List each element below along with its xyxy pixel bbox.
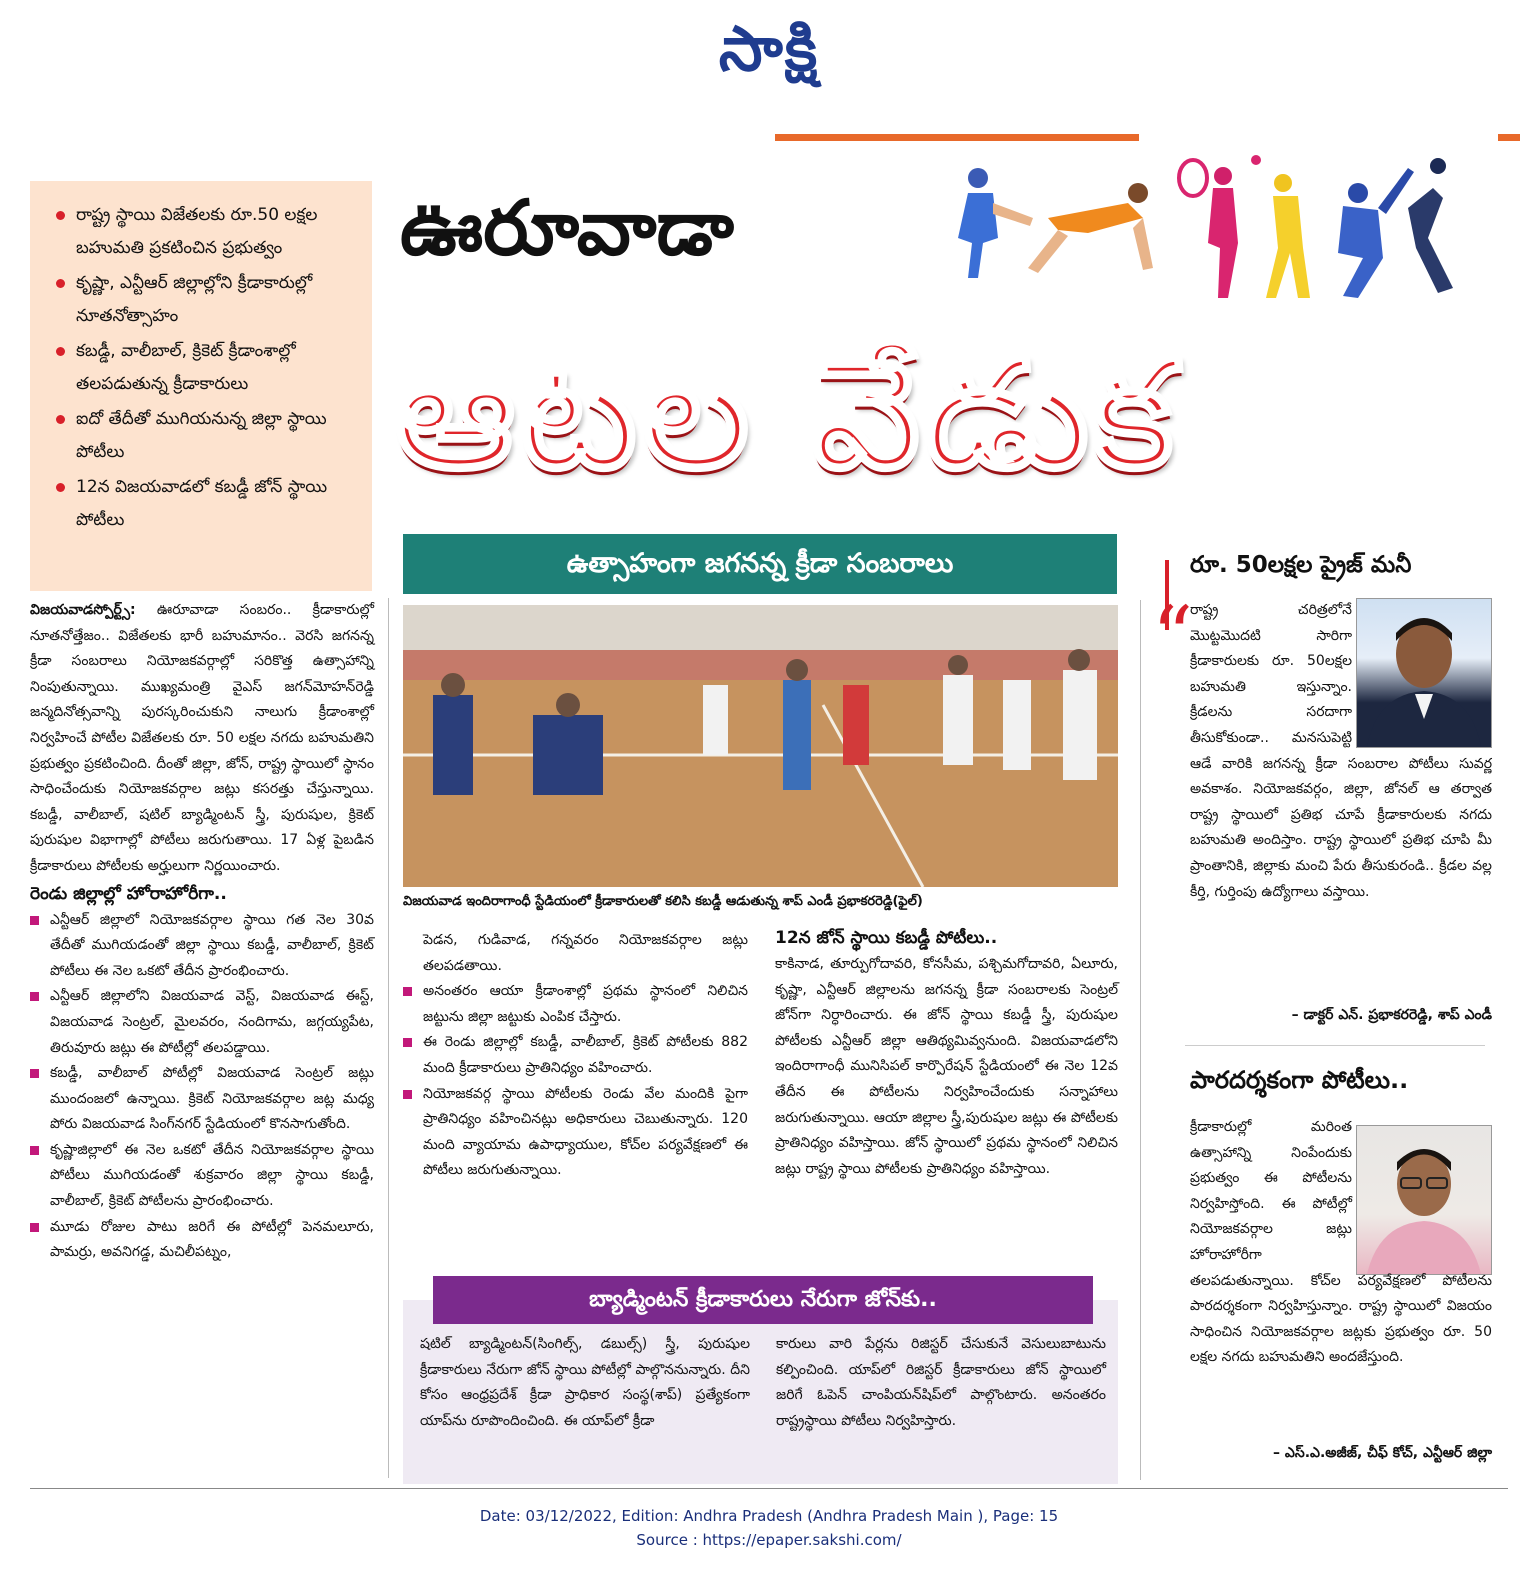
- footer-source-line: Source : https://epaper.sakshi.com/: [636, 1531, 902, 1549]
- footer-rule: [30, 1488, 1508, 1489]
- column-divider: [388, 598, 389, 1478]
- quote-body: రాష్ట్ర చరిత్రలోనే మొట్టమొదటి సారిగా క్రీడాకారులకు రూ. 50లక్షల బహుమతి ఇస్తున్నాం. క్రీడలను సరదాగా తీసుకోకుండా.. మనసుపెట్టి ఆడే వారికి జగనన్న క్రీడా సంబరాల పోటీలు సువర్ణ అవకాశం. నియోజకవర్గం, జిల్లా, జోనల్‌ ఆ తర్వాత రాష్ట్ర స్థాయిలో ప్రతిభ చూపే క్రీడాకారులకు నగదు బహుమతి అందిస్తాం. రాష్ట్ర స్థాయిలో ప్రతిభ చూపి మీ ప్రాంతానికి, జిల్లాకు మంచి పేరు తీసుకురండి.. క్రీడల వల్ల కీర్తి, గుర్తింపు ఉద్యోగాలు వస్తాయి.: [1190, 602, 1492, 900]
- column-divider: [1140, 600, 1141, 1480]
- tennis-player-silhouette: [1179, 155, 1261, 298]
- portrait-float-spacer: [1352, 598, 1492, 750]
- kabaddi-player-silhouette: [958, 168, 1033, 278]
- highlight-item: 12న విజయవాడలో కబడ్డీ జోన్‌ స్థాయి పోటీలు: [56, 471, 358, 537]
- bullet-item: ఈ రెండు జిల్లాల్లో కబడ్డీ, వాలీబాల్‌, క్రికెట్‌ పోటీలకు 882 మంది క్రీడాకారులు ప్రాతినిధ్యం వహించారు.: [403, 1030, 748, 1081]
- top-accent-rule: [775, 134, 1139, 141]
- subhead-two-districts: రెండు జిల్లాల్లో హోరాహోరీగా..: [30, 883, 227, 904]
- highlights-list: [56, 199, 358, 537]
- quote-mark-icon: “: [1152, 589, 1193, 682]
- zone-paragraph: కాకినాడ, తూర్పుగోదావరి, కోనసీమ, పశ్చిమగోదావరి, ఏలూరు, కృష్ణా, ఎన్టీఆర్‌ జిల్లాలను జగనన్న క్రీడా సంబరాలకు సెంట్రల్‌ జోన్‌గా నిర్ధారించారు. ఈ జోన్‌ స్థాయి కబడ్డీ స్త్రీ, పురుషుల పోటీలకు ఎన్టీఆర్‌ జిల్లా ఆతిథ్యమివ్వనుంది. విజయవాడలోని ఇందిరాగాంధీ మునిసిపల్‌ కార్పొరేషన్‌ స్టేడియంలో ఈ నెల 12వ తేదీన ఈ పోటీలను నిర్వహించేందుకు సన్నాహాలు జరుగుతున్నాయి. ఆయా జిల్లాల స్త్రీ,పురుషుల జట్లు ఈ పోటీలకు ప్రాతినిధ్యం వహిస్తాయి. జోన్‌ స్థాయిలో ప్రథమ స్థానంలో నిలిచిన జట్లు రాష్ట్ర స్థాయి పోటీలకు ప్రాతినిధ్యం వహిస్తాయి.: [775, 956, 1118, 1177]
- left-bullet-list: [30, 908, 374, 1266]
- top-accent-rule-short: [1498, 134, 1520, 141]
- raider-silhouette: [1028, 183, 1153, 273]
- side-divider: [1185, 1045, 1485, 1046]
- badminton-column-2: కారులు వారి పేర్లను రిజిస్టర్‌ చేసుకునే వెసులుబాటును కల్పించింది. యాప్‌లో రిజిస్టర్‌ క్రీడాకారులు జోన్‌ స్థాయిలో జరిగే ఓపెన్‌ చాంపియన్‌షిప్‌లో పాల్గొంటారు. అనంతరం రాష్ట్రస్థాయి పోటీలు నిర్వహిస్తారు.: [776, 1336, 1106, 1429]
- masthead-logo: సాక్షి: [718, 12, 820, 85]
- side2-quote-text: [1190, 1115, 1492, 1371]
- volleyball-player-silhouette: [1408, 158, 1453, 293]
- kabaddi-match-photo: [403, 605, 1118, 887]
- kicker-title: ఊరూవాడా: [400, 183, 734, 272]
- highlight-item: ఐదో తేదీతో ముగియనున్న జిల్లా స్థాయి పోటీలు: [56, 403, 358, 469]
- footer-edition-line: Date: 03/12/2022, Edition: Andhra Pradesh (Andhra Pradesh Main ), Page: 15: [479, 1507, 1059, 1525]
- cricket-batsman-silhouette: [1338, 168, 1414, 298]
- section-band-purple: బ్యాడ్మింటన్‌ క్రీడాకారులు నేరుగా జోన్‌కు..: [433, 1276, 1093, 1324]
- side1-signature: – డాక్టర్‌ ఎన్‌. ప్రభాకరరెడ్డి, శాప్‌ ఎండీ: [1291, 1007, 1492, 1023]
- quote-body: క్రీడాకారుల్లో మరింత ఉత్సాహాన్ని నింపేందుకు ప్రభుత్వం ఈ పోటీలను నిర్వహిస్తోంది. ఈ పోటీల్లో నియోజకవర్గాల జట్లు హోరాహోరీగా తలపడుతున్నాయి. కోచ్‌ల పర్యవేక్షణలో పోటీలను పారదర్శకంగా నిర్వహిస్తున్నాం. రాష్ట్ర స్థాయిలో విజయం సాధించిన నియోజకవర్గాల జట్లకు ప్రభుత్వం రూ. 50 లక్షల నగదు బహుమతిని అందజేస్తుంది.: [1190, 1119, 1492, 1366]
- bullet-item: ఎన్టీఆర్‌ జిల్లాలోని విజయవాడ వెస్ట్‌, విజయవాడ ఈస్ట్‌, విజయవాడ సెంట్రల్‌, మైలవరం, నందిగామ, జగ్గయ్యపేట, తిరువూరు జట్లు ఈ పోటీల్లో తలపడ్డాయి.: [30, 984, 374, 1061]
- middle-column-2: [775, 924, 1118, 1182]
- highlight-item: రాష్ట్ర స్థాయి విజేతలకు రూ.50 లక్షల బహుమతి ప్రకటించిన ప్రభుత్వం: [56, 199, 358, 265]
- photo-caption: విజయవాడ ఇందిరాగాంధీ స్టేడియంలో క్రీడాకారులతో కలిసి కబడ్డీ ఆడుతున్న శాప్‌ ఎండీ ప్రభాకరరెడ్డి(ఫైల్‌): [403, 894, 923, 909]
- bullet-item: నియోజకవర్గ స్థాయి పోటీలకు రెండు వేల మందికి పైగా ప్రాతినిధ్యం వహించినట్లు అధికారులు చెబుతున్నారు. 120 మంది వ్యాయామ ఉపాధ్యాయుల, కోచ్‌ల పర్యవేక్షణలో ఈ పోటీలు జరుగుతున్నాయి.: [403, 1082, 748, 1184]
- bullet-item: అనంతరం ఆయా క్రీడాంశాల్లో ప్రథమ స్థానంలో నిలిచిన జట్టును జిల్లా జట్టుకు ఎంపిక చేస్తారు.: [403, 979, 748, 1030]
- highlight-item: కబడ్డీ, వాలీబాల్‌, క్రికెట్‌ క్రీడాంశాల్లో తలపడుతున్న క్రీడాకారులు: [56, 335, 358, 401]
- side2-signature: – ఎస్‌.ఎ.అజీజ్‌, చీఫ్‌ కోచ్‌, ఎన్టీఆర్‌ జిల్లా: [1273, 1445, 1492, 1461]
- dateline: విజయవాడస్పోర్ట్స్‌:: [30, 602, 136, 618]
- stadium-scene-illustration: [403, 605, 1118, 887]
- sports-silhouettes-illustration: [938, 148, 1458, 308]
- badminton-column-1: షటిల్‌ బ్యాడ్మింటన్‌(సింగిల్స్‌, డబుల్స్‌) స్త్రీ, పురుషుల క్రీడాకారులు నేరుగా జోన్‌ స్థాయి పోటీల్లో పాల్గొననున్నారు. దీని కోసం ఆంధ్రప్రదేశ్‌ క్రీడా ప్రాధికార సంస్థ(శాప్‌) ప్రత్యేకంగా యాప్‌ను రూపొందించింది. ఈ యాప్‌లో క్రీడా: [420, 1336, 750, 1429]
- middle-column-1: [403, 928, 748, 1184]
- side-title-transparent: పారదర్శకంగా పోటీలు..: [1190, 1066, 1409, 1094]
- side-title-prize-money: రూ. 50లక్షల ప్రైజ్‌ మనీ: [1190, 552, 1412, 578]
- runner-silhouette: [1266, 174, 1310, 298]
- bullet-item: కృష్ణాజిల్లాలో ఈ నెల ఒకటో తేదీన నియోజకవర్గాల స్థాయి పోటీలు ముగియడంతో శుక్రవారం జిల్లా స్థాయి కబడ్డీ, వాలీబాల్‌, క్రికెట్‌ పోటీలను ప్రారంభించారు.: [30, 1138, 374, 1215]
- middle-bullet-list: [403, 979, 748, 1184]
- left-column: [30, 598, 374, 1266]
- subhead-zone-kabaddi: 12న జోన్‌ స్థాయి కబడ్డీ పోటీలు..: [775, 928, 998, 948]
- side1-quote-text: [1190, 598, 1492, 905]
- section-band-teal: ఉత్సాహంగా జగనన్న క్రీడా సంబరాలు: [403, 534, 1117, 594]
- lead-paragraph: [30, 598, 374, 880]
- bullet-item: మూడు రోజుల పాటు జరిగే ఈ పోటీల్లో పెనమలూరు, పామర్రు, అవనిగడ్డ, మచిలీపట్నం,: [30, 1215, 374, 1266]
- lead-text: ఊరూవాడా సంబరం.. క్రీడాకారుల్లో నూతనోత్తేజం.. విజేతలకు భారీ బహుమానం.. వెరసి జగనన్న క్రీడా సంబరాలు నియోజకవర్గాల్లో సరికొత్త ఉత్సాహాన్ని నింపుతున్నాయి. ముఖ్యమంత్రి వైఎస్‌ జగన్‌మోహన్‌రెడ్డి జన్మదినోత్సవాన్ని పురస్కరించుకుని నాలుగు క్రీడాంశాల్లో నిర్వహించే పోటీల విజేతలకు రూ. 50 లక్షల నగదు బహుమతిని ప్రభుత్వం ప్రకటించింది. దీంతో జిల్లా, జోన్‌, రాష్ట్ర స్థాయిలో స్థానం సాధించేందుకు నియోజకవర్గాల జట్లు కసరత్తు చేస్తున్నాయి. కబడ్డీ, వాలీబాల్‌, షటిల్‌ బ్యాడ్మింటన్‌ స్త్రీ, పురుషుల, క్రికెట్‌ పురుషుల విభాగాల్లో పోటీలు జరుగుతాయి. 17 ఏళ్ల పైబడిన క్రీడాకారులు పోటీలకు అర్హులుగా నిర్ణయించారు.: [30, 602, 374, 874]
- portrait-float-spacer: [1352, 1115, 1492, 1267]
- highlights-box: [30, 181, 372, 591]
- highlight-item: కృష్ణా, ఎన్టీఆర్‌ జిల్లాల్లోని క్రీడాకారుల్లో నూతనోత్సాహం: [56, 267, 358, 333]
- main-headline: ఆటల వేడుక: [395, 328, 1179, 502]
- bullet-item: కబడ్డీ, వాలీబాల్‌ పోటీల్లో విజయవాడ సెంట్రల్‌ జట్లు ముందంజలో ఉన్నాయి. క్రికెట్‌ నియోజకవర్గాల జట్ల మధ్య పోరు విజయవాడ సింగ్‌నగర్‌ స్టేడియంలో కొనసాగుతోంది.: [30, 1061, 374, 1138]
- mid-paragraph: పెడన, గుడివాడ, గన్నవరం నియోజకవర్గాల జట్లు తలపడతాయి.: [423, 932, 748, 974]
- bullet-item: ఎన్టీఆర్‌ జిల్లాలో నియోజకవర్గాల స్థాయి గత నెల 30వ తేదీతో ముగియడంతో జిల్లా స్థాయి కబడ్డీ, వాలీబాల్‌, క్రికెట్‌ పోటీలు ఈ నెల ఒకటో తేదీన ప్రారంభించారు.: [30, 908, 374, 985]
